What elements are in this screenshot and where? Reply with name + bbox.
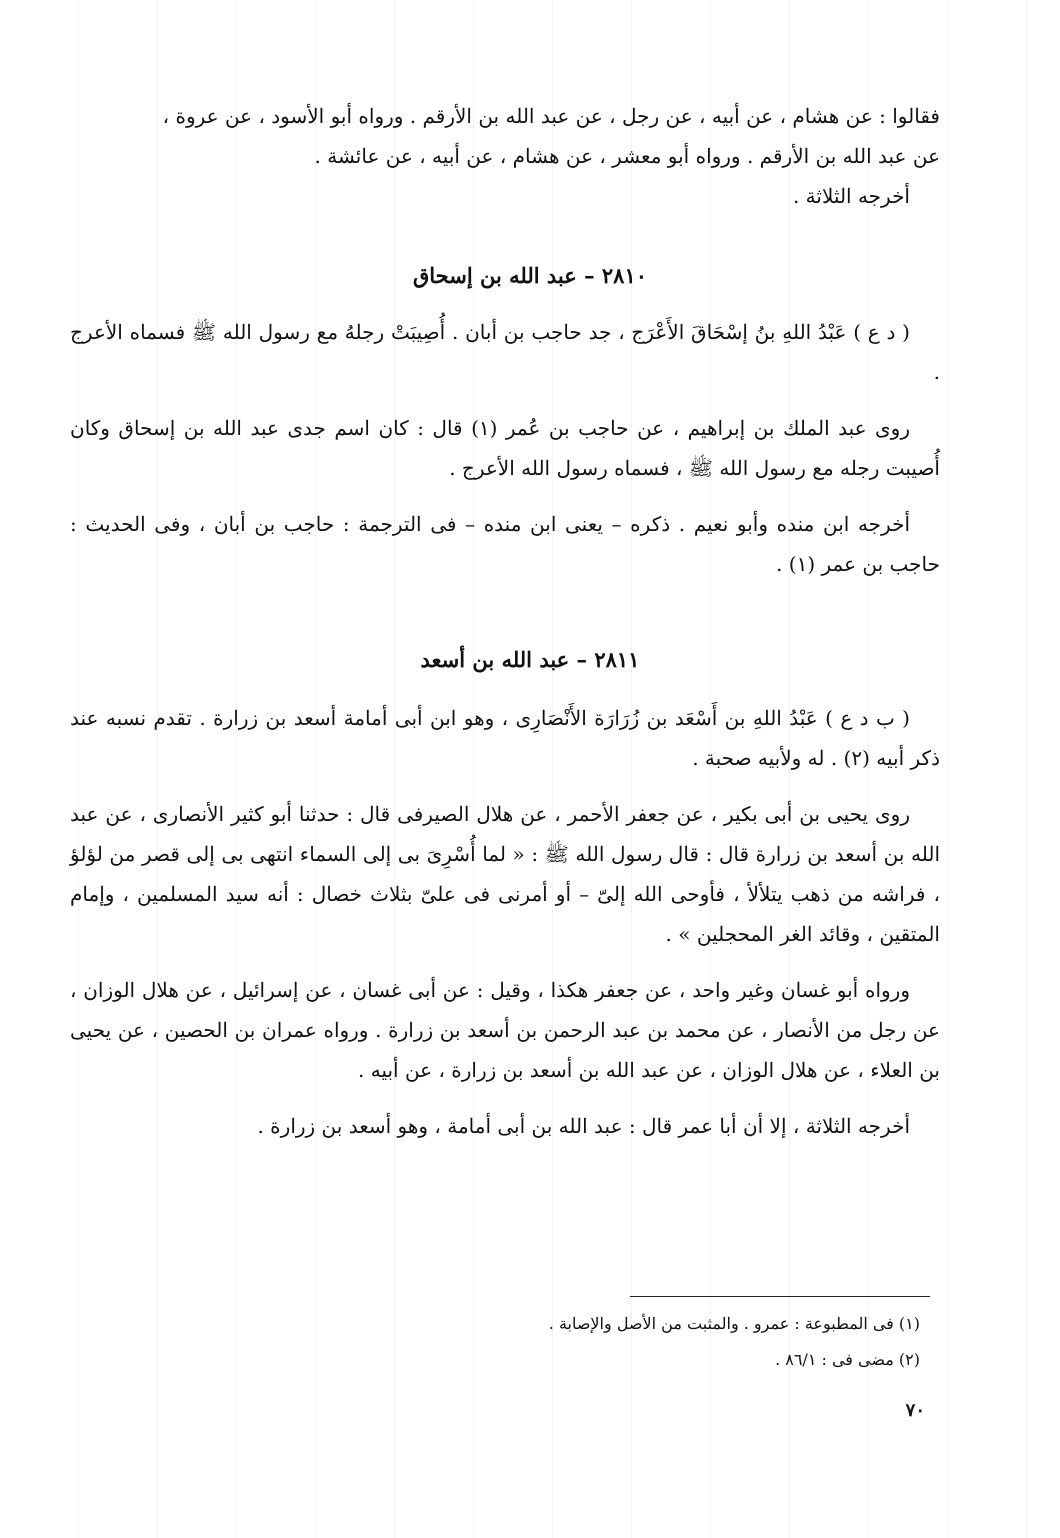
entry-2810-heading: ٢٨١٠ – عبد الله بن إسحاق — [412, 263, 648, 288]
footnote-1: (١) فى المطبوعة : عمرو . والمثبت من الأصل والإصابة . — [548, 1314, 920, 1333]
entry-2811-body — [70, 698, 940, 1146]
previous-entry-line-1: فقالوا : عن هشام ، عن أبيه ، عن رجل ، عن عبد الله بن الأرقم . ورواه أبو الأسود ، عن عروة ، — [162, 104, 940, 128]
footnote-2: (٢) مضى فى : ٨٦/١ . — [775, 1350, 920, 1369]
entry-2811-source: أخرجه الثلاثة ، إلا أن أبا عمر قال : عبد الله بن أبى أمامة ، وهو أسعد بن زرارة . — [257, 1114, 910, 1138]
entry-2811-variants: ورواه أبو غسان وغير واحد ، عن جعفر هكذا ، وقيل : عن أبى غسان ، عن إسرائيل ، عن هلال الوزان ، عن رجل من الأنصار ، عن محمد بن عبد الرحمن بن أسعد بن زرارة . ورواه عمران بن الحصين ، عن يحيى بن العلاء ، عن هلال الوزان ، عن عبد الله بن أسعد بن زرارة ، عن أبيه . — [70, 978, 940, 1082]
footnotes — [300, 1306, 920, 1378]
entry-2810-source: أخرجه ابن منده وأبو نعيم . ذكره – يعنى ابن منده – فى الترجمة : حاجب بن أبان ، وفى الحديث : حاجب بن عمر (١) . — [70, 512, 940, 576]
page-number: ٧٠ — [905, 1400, 925, 1421]
previous-entry-line-2: عن عبد الله بن الأرقم . ورواه أبو معشر ، عن هشام ، عن أبيه ، عن عائشة . — [314, 144, 940, 168]
entry-2810-body — [70, 312, 940, 584]
previous-entry-source: أخرجه الثلاثة . — [792, 184, 910, 208]
entry-2811-intro: ( ب د ع ) عَبْدُ اللهِ بن أَسْعَد بن زُرَارَة الأَنْصَارِى ، وهو ابن أبى أمامة أسعد بن زرارة . تقدم نسبه عند ذكر أبيه (٢) . له ولأبيه صحبة . — [70, 706, 940, 770]
entry-2810-intro: ( د ع ) عَبْدُ اللهِ بنُ إسْحَاقَ الأَعْرَج ، جد حاجب بن أبان . أُصِيبَتْ رجلهُ مع رسول الله ﷺ فسماه الأعرج . — [70, 320, 940, 384]
entry-2811-heading: ٢٨١١ – عبد الله بن أسعد — [420, 647, 640, 672]
entry-2810-narration: روى عبد الملك بن إبراهيم ، عن حاجب بن عُمر (١) قال : كان اسم جدى عبد الله بن إسحاق وكان أُصيبت رجله مع رسول الله ﷺ ، فسماه رسول الله الأعرج . — [70, 416, 940, 480]
entry-2811-narration: روى يحيى بن أبى بكير ، عن جعفر الأحمر ، عن هلال الصيرفى قال : حدثنا أبو كثير الأنصارى ، عن عبد الله بن أسعد بن زرارة قال : قال رسول الله ﷺ : « لما أُسْرِىَ بى إلى السماء انتهى بى إلى قصر من لؤلؤ ، فراشه من ذهب يتلألأ ، فأوحى الله إلىّ – أو أمرنى فى علىّ بثلاث خصال : أنه سيد المسلمين ، وإمام المتقين ، وقائد الغر المحجلين » . — [70, 802, 940, 946]
previous-entry — [70, 96, 940, 216]
footnote-divider — [630, 1296, 930, 1297]
